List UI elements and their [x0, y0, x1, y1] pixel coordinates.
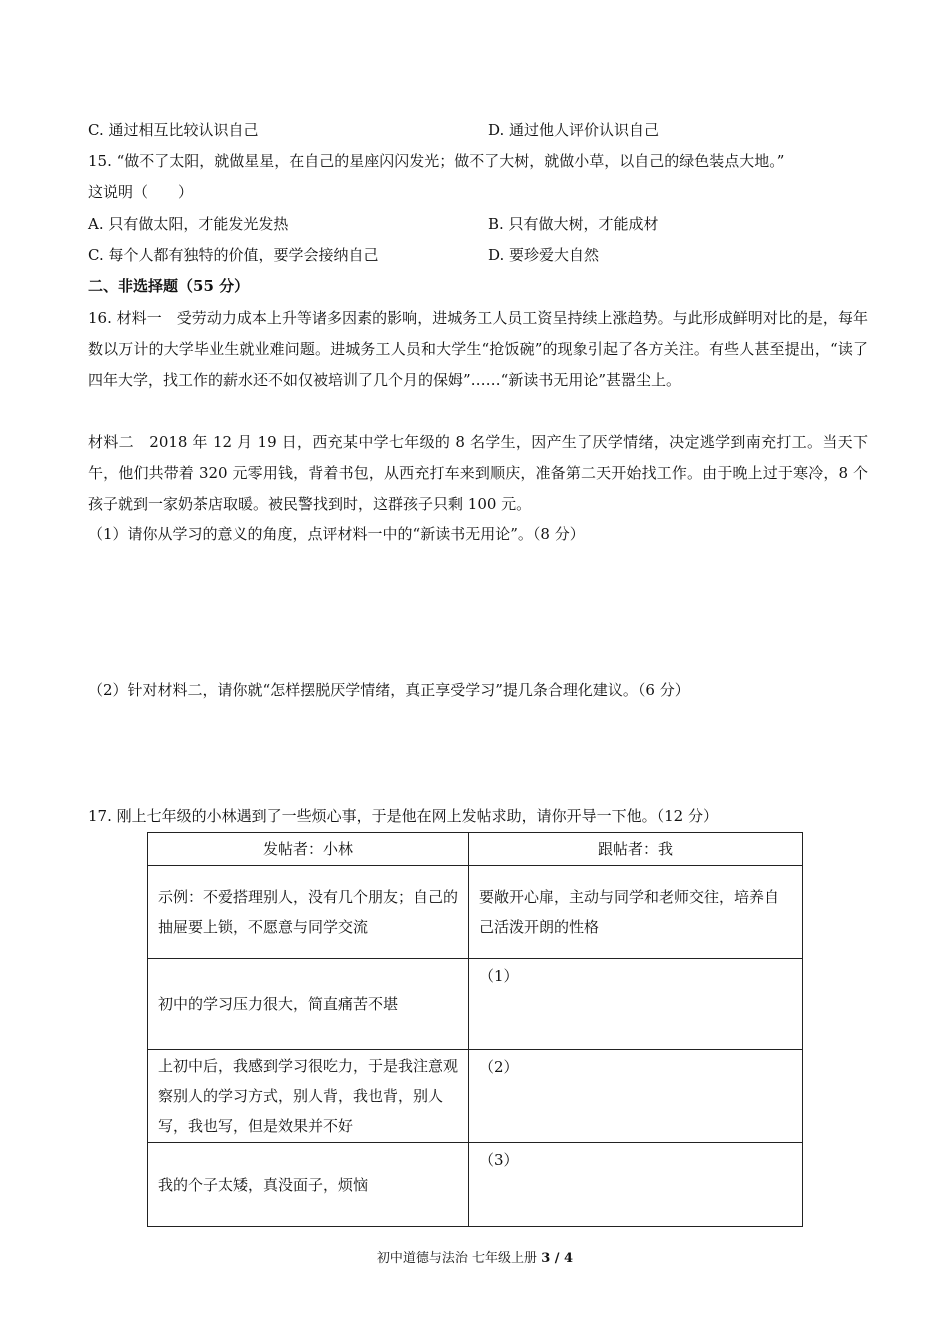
- table-row: [148, 1143, 803, 1227]
- header-poster: 发帖者：小林: [148, 833, 469, 866]
- q14-option-c: C. 通过相互比较认识自己: [88, 121, 259, 139]
- page-footer: [0, 1247, 950, 1266]
- section-title: 二、非选择题（55 分）: [88, 277, 250, 295]
- reply-cell[interactable]: （2）: [469, 1050, 803, 1143]
- q16-material2: 材料二 2018 年 12 月 19 日，西充某中学七年级的 8 名学生，因产生了厌学情绪，决定逃学到南充打工。当天下午，他们共带着 320 元零用钱，背着书包，从西充打车来到顺庆，准备第二天开始找工作。由于晚上过于寒冷，8 个孩子就到一家奶茶店取暖。被民警找到时，这群孩子只剩 100 元。: [88, 433, 868, 513]
- q16-sub1: （1）请你从学习的意义的角度，点评材料一中的“新读书无用论”。（8 分）: [88, 525, 585, 543]
- q17-stem: 17. 刚上七年级的小林遇到了一些烦心事，于是他在网上发帖求助，请你开导一下他。（12 分）: [88, 807, 718, 825]
- post-cell: 示例：不爱搭理别人，没有几个朋友；自己的抽屉要上锁，不愿意与同学交流: [148, 866, 469, 959]
- table-row: [148, 866, 803, 959]
- post-cell: 初中的学习压力很大，简直痛苦不堪: [148, 959, 469, 1050]
- footer-subject: 初中道德与法治 七年级上册: [376, 1251, 538, 1266]
- q15-stem-line2: 这说明（ ）: [88, 183, 194, 201]
- q16-material1: 16. 材料一 受劳动力成本上升等诸多因素的影响，进城务工人员工资呈持续上涨趋势。与此形成鲜明对比的是，每年数以万计的大学毕业生就业难问题。进城务工人员和大学生“抢饭碗”的现象引起了各方关注。有些人甚至提出，“读了四年大学，找工作的薪水还不如仅被培训了几个月的保姆”……“新读书无用论”甚嚣尘上。: [88, 309, 868, 389]
- header-replier: 跟帖者：我: [469, 833, 803, 866]
- q14-option-d: D. 通过他人评价认识自己: [488, 121, 660, 139]
- reply-cell[interactable]: （1）: [469, 959, 803, 1050]
- q15-option-b: B. 只有做大树，才能成材: [488, 215, 659, 233]
- q15-option-d: D. 要珍爱大自然: [488, 246, 600, 264]
- table-row: [148, 959, 803, 1050]
- reply-cell[interactable]: （3）: [469, 1143, 803, 1227]
- q15-stem-line1: 15. “做不了太阳，就做星星，在自己的星座闪闪发光；做不了大树，就做小草，以自己的绿色装点大地。”: [88, 152, 785, 170]
- post-cell: 我的个子太矮，真没面子，烦恼: [148, 1143, 469, 1227]
- table-row: [148, 1050, 803, 1143]
- reply-cell: 要敞开心扉，主动与同学和老师交往，培养自己活泼开朗的性格: [469, 866, 803, 959]
- footer-page-number: 3 / 4: [541, 1251, 574, 1266]
- q16-sub2: （2）针对材料二，请你就“怎样摆脱厌学情绪，真正享受学习”提几条合理化建议。（6 分）: [88, 681, 690, 699]
- table-header-row: [148, 833, 803, 866]
- response-table: [147, 832, 803, 1227]
- q15-option-a: A. 只有做太阳，才能发光发热: [88, 215, 289, 233]
- q15-option-c: C. 每个人都有独特的价值，要学会接纳自己: [88, 246, 379, 264]
- post-cell: 上初中后，我感到学习很吃力，于是我注意观察别人的学习方式，别人背，我也背，别人写，我也写，但是效果并不好: [148, 1050, 469, 1143]
